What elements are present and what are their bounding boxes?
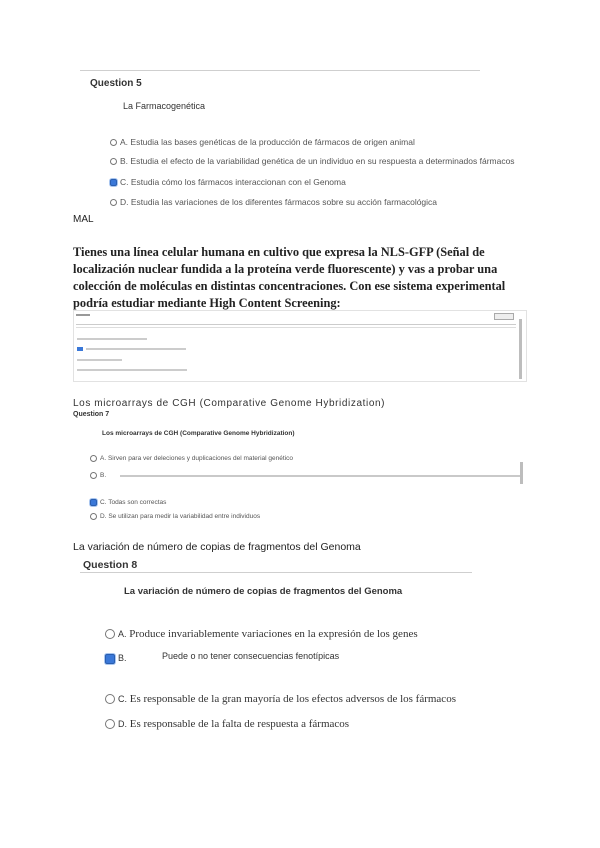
q7-option-b-text-blurred: [120, 475, 520, 477]
q8-rule: [80, 572, 472, 573]
q5-option-d-radio[interactable]: [110, 199, 117, 206]
q6-thumb-option-a: [77, 338, 147, 340]
q8-option-d[interactable]: D. Es responsable de la falta de respuesta a fármacos: [105, 718, 349, 730]
q7-prompt: Los microarrays de CGH (Comparative Genome Hybridization): [102, 430, 295, 437]
q8-title: La variación de número de copias de fragmentos del Genoma: [73, 541, 361, 553]
q5-option-c-radio[interactable]: [110, 179, 117, 186]
q5-top-rule: [80, 70, 480, 71]
q6-thumb-option-b: [86, 348, 186, 350]
q7-option-b[interactable]: B.: [90, 472, 106, 479]
q7-scrollbar[interactable]: [520, 462, 523, 484]
q5-option-d[interactable]: D. Estudia las variaciones de los diferentes fármacos sobre su acción farmacológica: [110, 197, 437, 207]
q8-header: Question 8: [83, 559, 138, 571]
q7-header: Question 7: [73, 411, 110, 418]
q8-option-a[interactable]: A. Produce invariablemente variaciones en la expresión de los genes: [105, 628, 418, 640]
q5-option-b-radio[interactable]: [110, 158, 117, 165]
q8-option-c-radio[interactable]: [105, 694, 115, 704]
q5-option-a[interactable]: A. Estudia las bases genéticas de la producción de fármacos de origen animal: [110, 137, 415, 147]
q7-option-d-radio[interactable]: [90, 513, 97, 520]
q7-option-d[interactable]: D. Se utilizan para medir la variabilidad entre individuos: [90, 513, 260, 520]
q5-option-a-radio[interactable]: [110, 139, 117, 146]
q7-option-c[interactable]: C. Todas son correctas: [90, 499, 166, 506]
q6-thumb-header: [76, 314, 90, 316]
q7-option-a-radio[interactable]: [90, 455, 97, 462]
q8-option-c[interactable]: C. Es responsable de la gran mayoría de los efectos adversos de los fármacos: [105, 693, 456, 705]
q8-option-a-radio[interactable]: [105, 629, 115, 639]
q7-option-b-radio[interactable]: [90, 472, 97, 479]
q6-thumbnail: [73, 310, 527, 382]
q6-thumb-option-d: [77, 369, 187, 371]
q5-prompt: La Farmacogenética: [123, 101, 206, 111]
nls-statement: Tienes una línea celular humana en cultivo que expresa la NLS-GFP (Señal de localización nuclear fundida a la proteína verde fluorescente) y vas a probar una colección de moléculas en distintas concentraciones. Con ese sistema experimental podría estudiar mediante High Content Screening:: [73, 245, 506, 310]
q5-verdict: MAL: [73, 214, 94, 225]
q5-option-c[interactable]: C. Estudia cómo los fármacos interaccionan con el Genoma: [110, 177, 346, 187]
q8-option-d-radio[interactable]: [105, 719, 115, 729]
q6-thumb-selected: [77, 347, 83, 351]
q8-option-b[interactable]: B.: [105, 653, 127, 664]
q8-prompt: La variación de número de copias de fragmentos del Genoma: [124, 586, 403, 597]
q7-option-a[interactable]: A. Sirven para ver deleciones y duplicaciones del material genético: [90, 455, 293, 462]
q8-option-b-text: Puede o no tener consecuencias fenotípicas: [162, 651, 340, 661]
q7-title: Los microarrays de CGH (Comparative Genome Hybridization): [73, 398, 386, 409]
q6-thumb-flag: [494, 313, 514, 320]
q5-header: Question 5: [90, 78, 142, 89]
q6-thumb-option-c: [77, 359, 122, 361]
q6-thumb-scrollbar: [519, 319, 522, 379]
q8-option-b-radio[interactable]: [105, 654, 115, 664]
q7-option-c-radio[interactable]: [90, 499, 97, 506]
q6-thumb-line: [76, 324, 516, 325]
q5-option-b[interactable]: B. Estudia el efecto de la variabilidad genética de un individuo en su respuesta a determinados fármacos: [110, 156, 515, 166]
q6-thumb-line-2: [76, 327, 516, 328]
